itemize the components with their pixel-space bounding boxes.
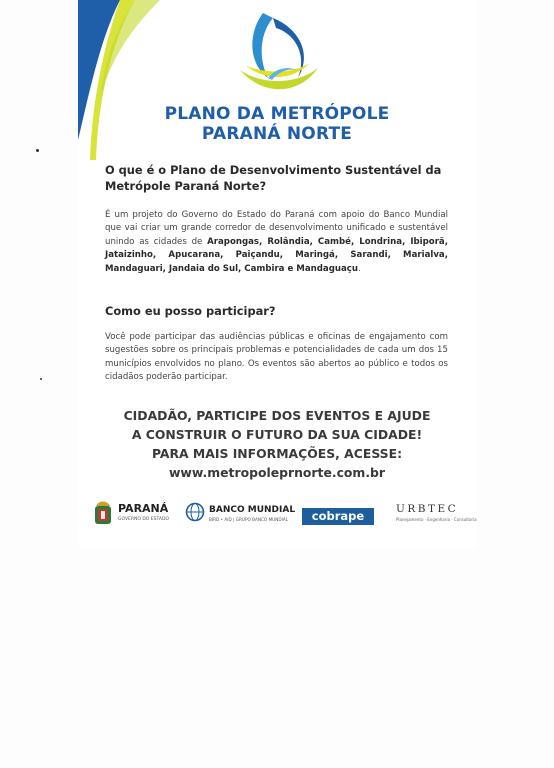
urbtec-sub: Planejamento · Engenharia · Consultoria: [396, 517, 477, 522]
urbtec-logo: [396, 503, 477, 522]
banco-mundial-name: BANCO MUNDIAL: [209, 505, 296, 515]
urbtec-name: URBTEC: [396, 503, 459, 515]
cta-line2: A CONSTRUIR O FUTURO DA SUA CIDADE!: [131, 427, 423, 442]
parana-crest-icon: [92, 498, 114, 528]
cta-line3: PARA MAIS INFORMAÇÕES, ACESSE:: [151, 446, 403, 461]
parana-logo-sub: GOVERNO DO ESTADO: [118, 517, 169, 522]
sponsor-logos: [78, 495, 476, 535]
paragraph-how-participate: Você pode participar das audiências públicas e oficinas de engajamento com sugestões sobre os principais problemas e potencialidades de cada um dos 15 municípios envolvidos no plano. Os eventos são abertos ao público e todos os cidadãos poderão participar.: [105, 332, 448, 383]
question-heading-what-is: O que é o Plano de Desenvolvimento Sustentável da Metrópole Paraná Norte?: [105, 163, 442, 193]
website-link[interactable]: www.metropoleprnorte.com.br: [168, 465, 386, 480]
question-heading-how-participate: Como eu posso participar?: [105, 304, 276, 318]
cities-list: Arapongas, Rolândia, Cambé, Londrina, Ibiporã, Jataizinho, Apucarana, Paiçandu, Maringá, Sarandi, Marialva, Mandaguari, Jandaia do Sul, Cambira e Mandaguaçu: [105, 236, 448, 274]
globe-icon: [185, 502, 205, 522]
paragraph-what-is-intro: É um projeto do Governo do Estado do Paraná com apoio do Banco Mundial que vai criar um grande corredor de desenvolvimento unificado e sustentável unindo as cidades de: [105, 210, 448, 247]
plan-title: [78, 104, 476, 144]
banco-mundial-sub: BIRD • AID | GRUPO BANCO MUNDIAL: [209, 517, 289, 522]
paragraph-what-is-end: .: [358, 263, 361, 274]
call-to-action: [78, 406, 476, 482]
scan-speck: [40, 378, 42, 380]
paragraph-what-is: [105, 209, 448, 276]
cobrape-logo: cobrape: [302, 508, 374, 525]
scan-speck: [36, 149, 39, 152]
parana-logo-name: PARANÁ: [118, 502, 169, 515]
plan-title-line1: PLANO DA METRÓPOLE: [164, 104, 390, 124]
plan-title-line2: PARANÁ NORTE: [201, 124, 353, 144]
metropole-logo-icon: [228, 8, 323, 98]
cta-line1: CIDADÃO, PARTICIPE DOS EVENTOS E AJUDE: [123, 408, 431, 423]
